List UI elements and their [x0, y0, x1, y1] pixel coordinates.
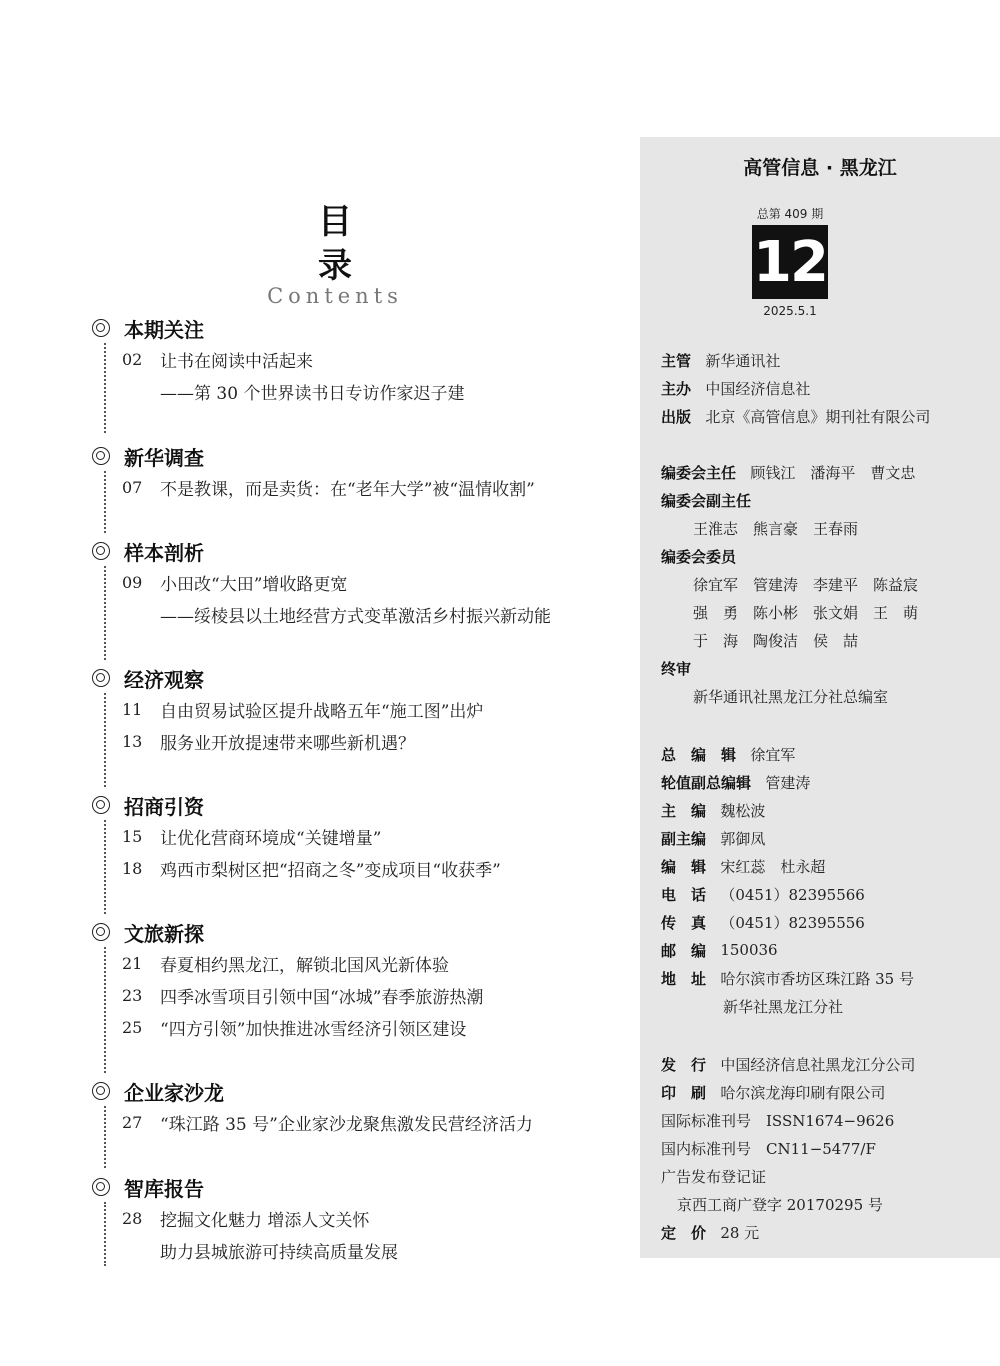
page-number: 11: [122, 699, 143, 719]
double-circle-icon: [92, 542, 110, 560]
toc-section: [92, 1172, 612, 1266]
info-value: 新华通讯社黑龙江分社总编室: [693, 687, 889, 706]
toc-entry[interactable]: [122, 471, 612, 503]
section-body: [104, 947, 612, 1073]
info-value: 王淮志 熊言豪 王春雨: [693, 519, 859, 538]
info-label: 发 行: [661, 1055, 707, 1074]
article-title: 鸡西市梨树区把“招商之冬”变成项目“收获季”: [160, 860, 501, 881]
info-value: 宋红蕊 杜永超: [720, 857, 826, 876]
toc-entry[interactable]: [122, 1106, 612, 1138]
info-value: 于 海 陶俊洁 侯 喆: [693, 631, 859, 650]
toc-section: [92, 441, 612, 533]
double-circle-icon: [92, 319, 110, 337]
issue-number: 12: [752, 225, 828, 299]
info-label: 编委会委员: [661, 547, 737, 566]
ad-license-value: 京西工商广登字 20170295 号: [677, 1195, 883, 1214]
double-circle-icon: [92, 1178, 110, 1196]
info-label: 总 编 辑: [661, 745, 737, 764]
section-title: 文旅新探: [124, 921, 204, 946]
phone-value: （0451）82395566: [720, 885, 865, 904]
toc-entry[interactable]: [122, 820, 612, 852]
toc-entry[interactable]: [122, 1011, 612, 1043]
article-title: 服务业开放提速带来哪些新机遇？: [160, 733, 415, 754]
info-value: 管建涛: [765, 773, 811, 792]
article-title: 不是教课，而是卖货：在“老年大学”被“温情收割”: [160, 479, 535, 500]
info-label: 定 价: [661, 1223, 707, 1242]
article-title: 挖掘文化魅力 增添人文关怀: [160, 1210, 370, 1231]
committee-info: [661, 458, 991, 710]
double-circle-icon: [92, 1082, 110, 1100]
info-label: 出版: [661, 407, 692, 426]
section-title: 本期关注: [124, 317, 204, 342]
section-body: [104, 1106, 612, 1168]
page-number: 23: [122, 985, 143, 1005]
section-title: 经济观察: [124, 667, 204, 692]
toc-subtitle: Contents: [267, 284, 403, 308]
article-title: 让书在阅读中活起来: [160, 351, 313, 372]
info-value: 新华通讯社: [705, 351, 781, 370]
page-number: 27: [122, 1112, 143, 1132]
info-label: 编委会副主任: [661, 491, 752, 510]
info-label: 地 址: [661, 969, 707, 988]
toc-section: [92, 313, 612, 433]
info-value: 中国经济信息社: [705, 379, 811, 398]
info-value: 中国经济信息社黑龙江分公司: [720, 1055, 916, 1074]
page-number: 28: [122, 1208, 143, 1228]
issue-date: 2025.5.1: [763, 304, 817, 318]
toc-entry[interactable]: [122, 566, 612, 598]
toc-section: [92, 663, 612, 787]
info-value: 哈尔滨龙海印刷有限公司: [720, 1083, 886, 1102]
section-body: [104, 343, 612, 433]
address-line2: 新华社黑龙江分社: [723, 997, 844, 1016]
address-value: 哈尔滨市香坊区珠江路 35 号: [720, 969, 914, 988]
section-body: [104, 471, 612, 533]
page-number: 02: [122, 349, 143, 369]
ad-license-label: 广告发布登记证: [661, 1167, 767, 1186]
section-title: 样本剖析: [124, 540, 204, 565]
article-title: 自由贸易试验区提升战略五年“施工图”出炉: [160, 701, 484, 722]
page-number: 07: [122, 477, 143, 497]
info-label: 印 刷: [661, 1083, 707, 1102]
toc-entry[interactable]: [122, 1202, 612, 1234]
total-issue: 总第 409 期: [756, 207, 824, 221]
toc-section: [92, 790, 612, 914]
article-title: 四季冰雪项目引领中国“冰城”春季旅游热潮: [160, 987, 484, 1008]
info-value: 北京《高管信息》期刊社有限公司: [705, 407, 931, 426]
article-title: “珠江路 35 号”企业家沙龙聚焦激发民营经济活力: [160, 1114, 533, 1135]
info-label: 终审: [661, 659, 692, 678]
section-body: [104, 820, 612, 914]
info-label: 副主编: [661, 829, 707, 848]
double-circle-icon: [92, 447, 110, 465]
section-title: 新华调查: [124, 445, 204, 470]
masthead-panel: [640, 137, 1000, 1258]
info-value: 魏松波: [720, 801, 766, 820]
double-circle-icon: [92, 796, 110, 814]
editorial-info: [661, 740, 991, 1020]
toc-section: [92, 536, 612, 660]
toc-entry[interactable]: [122, 725, 612, 757]
double-circle-icon: [92, 923, 110, 941]
toc-heading: [255, 200, 415, 308]
info-value: 强 勇 陈小彬 张文娟 王 萌: [693, 603, 919, 622]
info-value: 顾钱江 潘海平 曹文忠: [750, 463, 916, 482]
section-body: [104, 693, 612, 787]
toc-entry[interactable]: [122, 693, 612, 725]
article-title: 春夏相约黑龙江，解锁北国风光新体验: [160, 955, 449, 976]
toc-entry[interactable]: [122, 979, 612, 1011]
article-subtitle: ——第 30 个世界读书日专访作家迟子建: [160, 383, 465, 404]
toc-title: 目 录: [318, 202, 378, 286]
postcode-value: 150036: [720, 941, 778, 959]
toc-entry[interactable]: [122, 947, 612, 979]
cn-line: 国内标准刊号 CN11−5477/F: [661, 1139, 876, 1158]
info-label: 编委会主任: [661, 463, 737, 482]
info-value: 郭御凤: [720, 829, 766, 848]
toc-entry[interactable]: [122, 852, 612, 884]
info-label: 轮值副总编辑: [661, 773, 752, 792]
info-label: 主管: [661, 351, 692, 370]
page-number: 15: [122, 826, 143, 846]
info-label: 邮 编: [661, 941, 707, 960]
page-number: 13: [122, 731, 143, 751]
article-subtitle: 助力县城旅游可持续高质量发展: [160, 1242, 398, 1263]
article-title: “四方引领”加快推进冰雪经济引领区建设: [160, 1019, 467, 1040]
toc-entry[interactable]: [122, 343, 612, 375]
page-number: 25: [122, 1017, 143, 1037]
magazine-title: 高管信息 · 黑龙江: [743, 157, 897, 179]
article-title: 小田改“大田”增收路更宽: [160, 574, 348, 595]
article-subtitle: ——绥棱县以土地经营方式变革激活乡村振兴新动能: [160, 606, 551, 627]
publisher-info: [661, 346, 991, 430]
distribution-info: [661, 1050, 991, 1246]
page-number: 18: [122, 858, 143, 878]
fax-value: （0451）82395556: [720, 913, 865, 932]
info-label: 编 辑: [661, 857, 707, 876]
info-label: 主办: [661, 379, 692, 398]
section-body: [104, 1202, 612, 1266]
info-value: 徐宜军 管建涛 李建平 陈益宸: [693, 575, 919, 594]
issn-line: 国际标准刊号 ISSN1674−9626: [661, 1111, 895, 1130]
section-title: 招商引资: [124, 794, 204, 819]
info-value: 徐宜军: [750, 745, 796, 764]
price-value: 28 元: [720, 1223, 760, 1242]
toc-section: [92, 1076, 612, 1168]
page-number: 09: [122, 572, 143, 592]
double-circle-icon: [92, 669, 110, 687]
info-label: 电 话: [661, 885, 707, 904]
article-title: 让优化营商环境成“关键增量”: [160, 828, 382, 849]
section-title: 智库报告: [124, 1176, 204, 1201]
page-number: 21: [122, 953, 143, 973]
info-label: 主 编: [661, 801, 707, 820]
section-title: 企业家沙龙: [124, 1080, 224, 1105]
info-label: 传 真: [661, 913, 707, 932]
section-body: [104, 566, 612, 660]
toc-section: [92, 917, 612, 1073]
